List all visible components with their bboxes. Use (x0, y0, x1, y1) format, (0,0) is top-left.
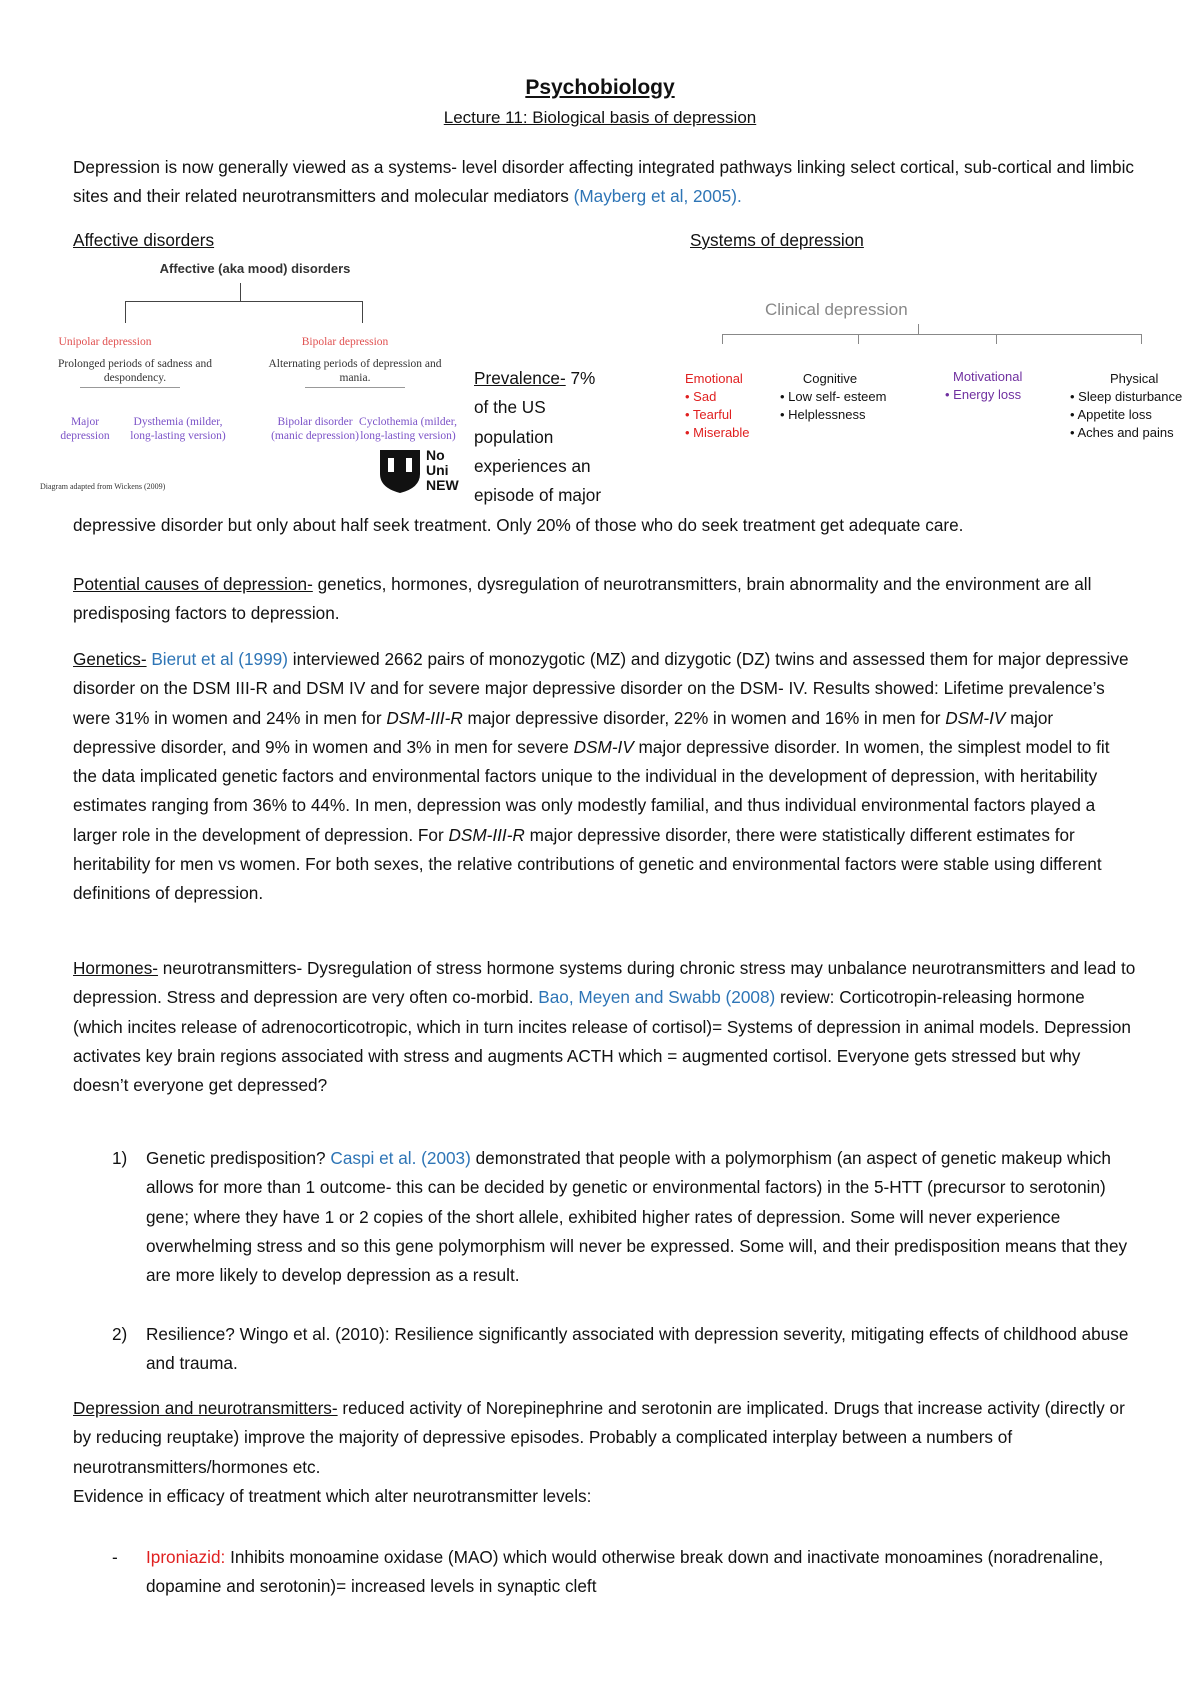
systems-diagram (650, 300, 1190, 450)
diagram-connector (362, 301, 363, 323)
genetics-text: major depressive disorder, there were statistically different estimates for heritability for men vs women. For both sexes, the relative contributions of genetic and environmental factors were stable using different definitions of depression. (73, 824, 1102, 904)
genetics-text: interviewed 2662 pairs of monozygotic (MZ) and dizygotic (DZ) twins and assessed them for major depressive disorder on the DSM III-R and DSM IV and for severe major depressive disorder on the DSM- IV. Results showed: Lifetime prevalence’s were 31% in women and 24% in men for (73, 649, 1129, 728)
prevalence-line: experiences an (474, 455, 591, 476)
major-depression: Major depression (60, 416, 110, 442)
prevalence-block (474, 364, 644, 510)
systems-diagram-title: Clinical depression (765, 300, 908, 319)
intro-paragraph (73, 153, 1138, 212)
causes-label: Potential causes of depression- (73, 574, 313, 594)
list-item-text: Resilience? Wingo et al. (2010): Resilience significantly associated with depression severity, mitigating effects of childhood abuse and trauma. (146, 1324, 1129, 1374)
category-item: • Sad (685, 389, 717, 404)
university-logo (378, 446, 468, 494)
list-marker: 2) (112, 1324, 128, 1344)
category-name: Motivational (953, 369, 1023, 384)
bipolar-disorder: Bipolar disorder (manic depression) (271, 416, 359, 442)
intro-citation: (Mayberg et al, 2005). (573, 186, 742, 207)
hormones-citation: Bao, Meyen and Swabb (2008) (538, 987, 776, 1008)
hormones-label: Hormones- (73, 958, 159, 978)
genetics-label: Genetics- (73, 649, 147, 669)
page-subtitle: Lecture 11: Biological basis of depression (443, 108, 757, 127)
diagram-connector (80, 387, 180, 388)
list-item-text: Genetic predisposition? (146, 1148, 331, 1168)
list-item-citation: Caspi et al. (2003) (330, 1148, 471, 1168)
neuro-paragraph (73, 1394, 1138, 1511)
unipolar-title: Unipolar depression (58, 336, 152, 348)
causes-text: genetics, hormones, dysregulation of neurotransmitters, brain abnormality and the environment are all predisposing factors to depression. (73, 574, 1092, 624)
cyclothemia: Cyclothemia (milder, long-lasting version) (359, 416, 457, 442)
category-name: Physical (1110, 371, 1159, 386)
dsm-term: DSM-III-R (386, 707, 463, 728)
diagram-connector (240, 283, 241, 301)
category-name: Cognitive (802, 371, 858, 386)
diagram-source: Diagram adapted from Wickens (2009) (40, 482, 166, 491)
diagram-connector (996, 334, 997, 344)
diagram-connector (125, 301, 126, 323)
iproniazid-label: Iproniazid: (146, 1547, 226, 1567)
genetics-text: major depressive disorder, 22% in women and 16% in men for (462, 707, 946, 728)
category-item: • Sleep disturbance (1070, 389, 1183, 404)
evidence-line: Evidence in efficacy of treatment which alter neurotransmitter levels: (73, 1485, 592, 1506)
iproniazid-item (146, 1543, 1136, 1602)
unipolar-desc: Prolonged periods of sadness and despondency. (58, 358, 212, 384)
systems-heading: Systems of depression (690, 230, 864, 250)
iproniazid-text: Inhibits monoamine oxidase (MAO) which would otherwise break down and inactivate monoamines (noradrenaline, dopamine and serotonin)= increased levels in synaptic cleft (146, 1547, 1104, 1597)
prevalence-label: Prevalence- (474, 368, 566, 388)
diagram-connector (858, 334, 859, 344)
affective-heading: Affective disorders (73, 230, 215, 250)
genetics-text: major depressive disorder, and 9% in women and 3% in men for severe (73, 707, 1054, 757)
prevalence-continued: depressive disorder but only about half seek treatment. Only 20% of those who do seek treatment get adequate care. (73, 515, 964, 535)
bipolar-title: Bipolar depression (301, 336, 389, 348)
hormones-text: neurotransmitters- Dysregulation of stress hormone systems during chronic stress may unbalance neurotransmitters and lead to depression. Stress and depression are very often co-morbid. (73, 958, 1136, 1008)
hormones-paragraph (73, 954, 1138, 1100)
category-name: Emotional (685, 371, 743, 386)
list-item (146, 1320, 1136, 1379)
list-marker: 1) (112, 1148, 128, 1168)
category-item: • Tearful (685, 407, 732, 422)
prevalence-line: of the US (474, 397, 546, 418)
prevalence-line: episode of major (474, 485, 602, 506)
dsm-term: DSM-IV (945, 707, 1006, 728)
diagram-connector (305, 387, 405, 388)
bipolar-desc: Alternating periods of depression and mania. (268, 358, 442, 384)
genetics-citation: Bierut et al (1999) (151, 649, 288, 669)
list-item (146, 1144, 1136, 1290)
logo-text: No Uni NEW (426, 447, 459, 493)
category-item: • Energy loss (945, 387, 1022, 402)
list-item-text: demonstrated that people with a polymorphism (an aspect of genetic makeup which allows for more than 1 outcome- this can be decided by genetic or environmental factors) in the 5-HTT (precursor to serotonin) gene; where they have 1 or 2 copies of the short allele, exhibited higher rates of depression. Some will never experience overwhelming stress and so this gene polymorphism will never be expressed. Some will, and their predisposition means that they are more likely to develop depression as a result. (146, 1148, 1128, 1286)
category-item: • Aches and pains (1070, 425, 1174, 440)
diagram-connector (722, 334, 1142, 335)
bullet-dash: - (112, 1547, 118, 1567)
intro-text: Depression is now generally viewed as a systems- level disorder affecting integrated pathways linking select cortical, sub-cortical and limbic sites and their related neurotransmitters and molecular mediators (73, 157, 1135, 207)
neuro-label: Depression and neurotransmitters- (73, 1398, 338, 1418)
category-item: • Miserable (685, 425, 750, 440)
diagram-connector (918, 324, 919, 334)
category-item: • Low self- esteem (780, 389, 887, 404)
dsm-term: DSM-IV (573, 736, 634, 757)
prevalence-line: population (474, 426, 554, 447)
category-cognitive (780, 370, 920, 424)
diagram-connector (1141, 334, 1142, 344)
dsm-term: DSM-III-R (448, 824, 525, 845)
category-item: • Helplessness (780, 407, 866, 422)
dysthemia: Dysthemia (milder, long-lasting version) (130, 416, 226, 442)
neuro-text: reduced activity of Norepinephrine and serotonin are implicated. Drugs that increase activity (directly or by reducing reuptake) improve the majority of depressive episodes. Probably a complicated interplay between a numbers of neurotransmitters/hormones etc. (73, 1398, 1125, 1477)
hormones-text: review: Corticotropin-releasing hormone (which incites release of adrenocorticotropic, which in turn incites release of cortisol)= Systems of depression in animal models. Depression activates key brain regions associated with stress and augments ACTH which = augmented cortisol. Everyone gets stressed but why doesn’t everyone get depressed? (73, 987, 1131, 1096)
category-motivational (945, 368, 1065, 404)
prevalence-line: 7% (565, 368, 596, 388)
affective-diagram-title: Affective (aka mood) disorders (159, 261, 351, 276)
genetics-paragraph (73, 645, 1138, 909)
diagram-connector (125, 301, 363, 302)
category-item: • Appetite loss (1070, 407, 1152, 422)
genetics-text: major depressive disorder. In women, the simplest model to fit the data implicated genetic factors and environmental factors unique to the individual in the development of depression, with heritability estimates ranging from 36% to 44%. In men, depression was only modestly familial, and thus individual environmental factors played a larger role in the development of depression. For (73, 736, 1110, 845)
category-physical (1070, 370, 1195, 442)
page-title: Psychobiology (525, 76, 675, 99)
diagram-connector (722, 334, 723, 344)
causes-paragraph (73, 570, 1138, 629)
